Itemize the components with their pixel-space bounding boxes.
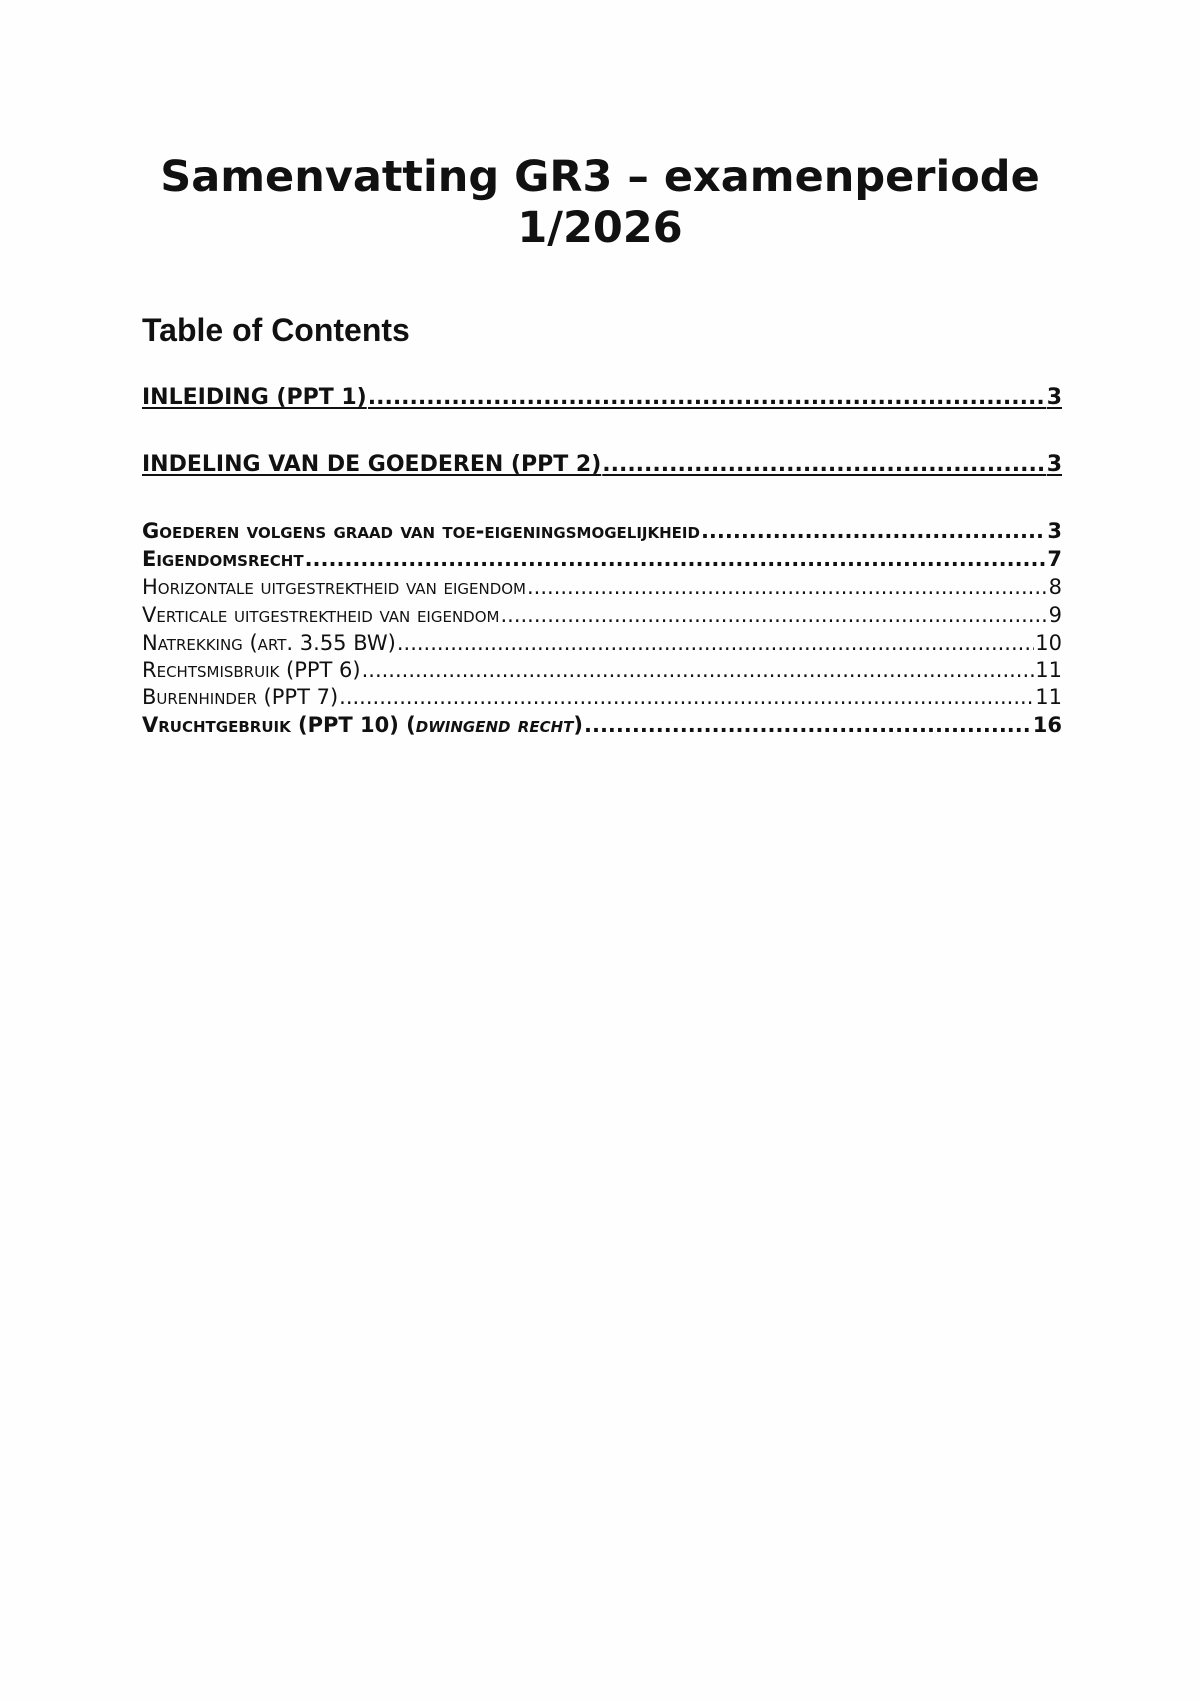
toc-entry-vruchtgebruik[interactable] [142,712,1062,739]
toc-entry-label-italic: dwingend recht [415,713,574,737]
toc-page-number: 10 [1035,631,1062,655]
toc-entry-label: Natrekking (art. 3.55 BW) [142,631,396,655]
toc-page-number: 3 [1046,452,1062,477]
toc-page-number: 11 [1035,658,1062,682]
toc-page-number: 8 [1048,575,1062,599]
toc-page-number: 9 [1048,603,1062,627]
toc-leader-dots [527,574,1048,601]
toc-page-number: 16 [1032,713,1062,737]
toc-entry-label-suffix: ) [573,713,583,737]
toc-page-number: 3 [1046,385,1062,410]
toc-leader-dots [305,546,1047,573]
toc-entry-label-main: Vruchtgebruik (PPT 10) ( [142,713,416,737]
toc-entry-natrekking[interactable] [142,630,1062,657]
toc-leader-dots [397,630,1034,657]
toc-entry-label [142,712,583,739]
toc-leader-dots [584,712,1032,739]
toc-entry-label: Eigendomsrecht [142,547,304,571]
toc-entry-label: Verticale uitgestrektheid van eigendom [142,603,500,627]
toc-leader-dots [602,451,1045,479]
toc-entry-label: Rechtsmisbruik (PPT 6) [142,658,361,682]
toc-entry-inleiding[interactable] [142,384,1062,412]
toc-entry-rechtsmisbruik[interactable] [142,657,1062,684]
toc-page-number: 11 [1035,685,1062,709]
toc-page-number: 3 [1047,519,1062,543]
toc-entry-indeling-van-de-goederen[interactable] [142,451,1062,479]
toc-leader-dots [701,518,1046,545]
toc-entry-label: Burenhinder (PPT 7) [142,685,339,709]
toc-entry-label: Horizontale uitgestrektheid van eigendom [142,575,526,599]
toc-page-number: 7 [1047,547,1062,571]
toc-entry-burenhinder[interactable] [142,684,1062,711]
toc-entry-eigendomsrecht[interactable] [142,546,1062,573]
toc-leader-dots [362,657,1035,684]
document-title: Samenvatting GR3 – examenperiode 1/2026 [160,152,1040,253]
toc-heading: Table of Contents [142,312,410,348]
toc-leader-dots [339,684,1034,711]
table-of-contents [142,0,1062,800]
toc-entry-horizontale-uitgestrektheid[interactable] [142,574,1062,601]
toc-entry-label: INDELING VAN DE GOEDEREN (PPT 2) [142,452,602,477]
toc-entry-label: INLEIDING (PPT 1) [142,385,367,410]
toc-leader-dots [368,384,1046,412]
toc-entry-verticale-uitgestrektheid[interactable] [142,602,1062,629]
toc-entry-goederen-volgens-graad[interactable] [142,518,1062,545]
toc-leader-dots [500,602,1047,629]
toc-entry-label: Goederen volgens graad van toe-eigeningsmogelijkheid [142,519,700,543]
